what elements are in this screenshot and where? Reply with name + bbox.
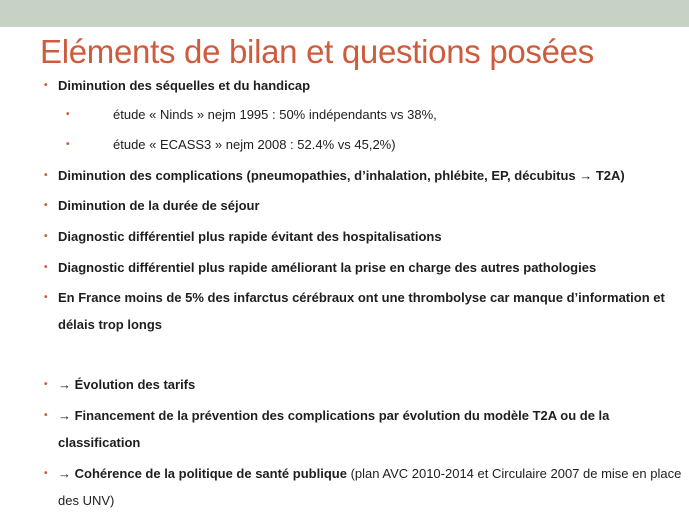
bullet-item	[44, 371, 683, 398]
bullet-text: → Évolution des tarifs	[58, 377, 196, 392]
bullet-item	[44, 460, 683, 514]
bullet-item	[44, 284, 683, 338]
bullet-text: Diminution de la durée de séjour	[58, 198, 260, 213]
bullet-item	[44, 162, 683, 189]
bullet-item	[44, 72, 683, 99]
bullet-text: étude « Ninds » nejm 1995 : 50% indépendants vs 38%,	[113, 107, 437, 122]
bullet-item	[44, 402, 683, 456]
bullet-text: → Cohérence de la politique de santé publique	[58, 466, 347, 481]
bullet-text: → Financement de la prévention des complications par évolution du modèle T2A ou de la classification	[58, 408, 610, 450]
bullet-note: (plan AVC 2010-2014 et Circulaire 2007 de mise en place des UNV)	[58, 466, 682, 508]
slide-title: Eléments de bilan et questions posées	[40, 33, 594, 70]
bullet-dot-icon: •	[66, 139, 70, 150]
bullet-item	[44, 192, 683, 219]
bullet-dot-icon: •	[44, 231, 48, 242]
bullet-text: Diminution des complications (pneumopathies, d’inhalation, phlébite, EP, décubitus → T2A)	[58, 168, 625, 183]
bullet-text: Diminution des séquelles et du handicap	[58, 78, 311, 93]
bullet-dot-icon: •	[44, 200, 48, 211]
bullet-dot-icon: •	[44, 379, 48, 390]
bullet-dot-icon: •	[44, 80, 48, 91]
bullet-text: étude « ECASS3 » nejm 2008 : 52.4% vs 45,2%)	[113, 137, 396, 152]
bullet-dot-icon: •	[44, 468, 48, 479]
bullet-dot-icon: •	[44, 410, 48, 421]
bullet-dot-icon: •	[44, 170, 48, 181]
sub-bullet-item	[66, 131, 673, 158]
bullet-dot-icon: •	[44, 262, 48, 273]
bullet-item	[44, 254, 683, 281]
bullet-text: En France moins de 5% des infarctus cérébraux ont une thrombolyse car manque d’information et délais trop longs	[58, 290, 665, 332]
bullet-text: Diagnostic différentiel plus rapide évitant des hospitalisations	[58, 229, 442, 244]
bullet-dot-icon: •	[66, 109, 70, 120]
bullet-text: Diagnostic différentiel plus rapide améliorant la prise en charge des autres pathologies	[58, 260, 597, 275]
bullet-dot-icon: •	[44, 292, 48, 303]
sub-bullet-item	[66, 101, 673, 128]
bullet-item	[44, 223, 683, 250]
